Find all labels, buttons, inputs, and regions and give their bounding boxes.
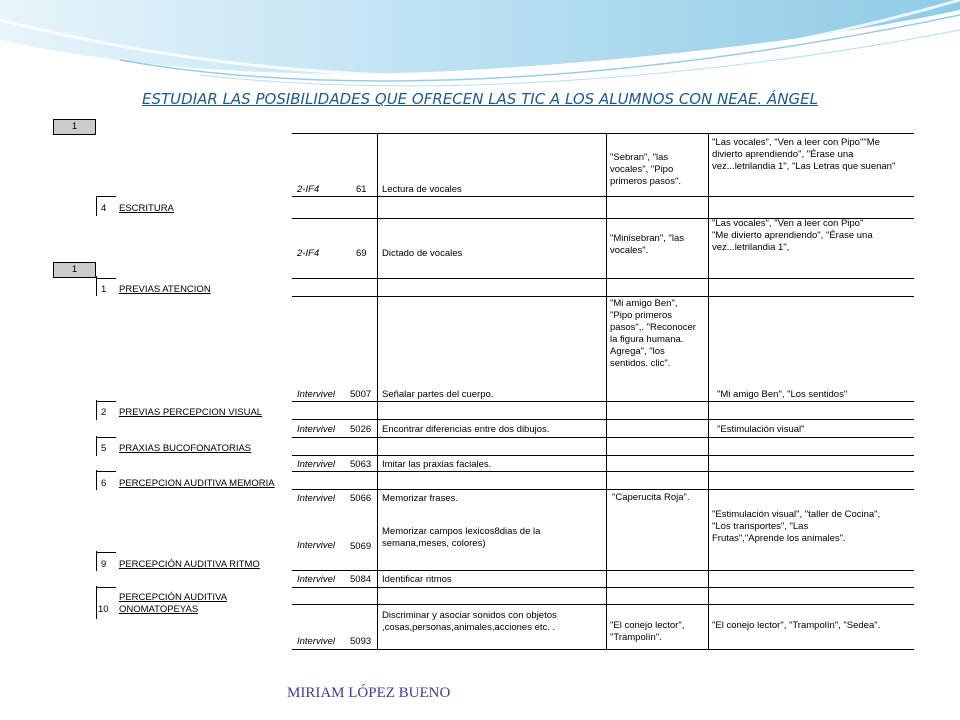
code-cell: 5093 xyxy=(350,636,372,647)
section-box-2: 1 xyxy=(53,262,96,278)
resources-b-cell: "Las vocales", "Ven a leer con Pipo""Me divierto aprendiendo", "Érase una vez...letrilandia 1", "Las Letras que suenan" xyxy=(712,137,896,172)
activity-cell: Discriminar y asociar sonidos con objetos ,cosas,personas,animales,acciones etc. . xyxy=(382,610,557,633)
category-number: 5 xyxy=(101,443,107,454)
level-cell: 2-IF4 xyxy=(297,248,320,259)
category-label-auditiva-ritmo: PERCEPCIÓN AUDITIVA RITMO xyxy=(119,559,260,570)
level-cell: Intervivel xyxy=(297,574,336,585)
category-label-previas-atencion: PREVIAS ATENCION xyxy=(119,284,211,295)
category-label-escritura: ESCRITURA xyxy=(119,203,174,214)
category-number: 4 xyxy=(101,203,107,214)
activity-cell: Dictado de vocales xyxy=(382,248,463,259)
category-number: 10 xyxy=(98,604,109,615)
activity-cell: Memorizar frases. xyxy=(382,493,459,504)
level-cell: Intervivel xyxy=(297,424,336,435)
resources-b-cell: "El conejo lector", "Trampolín", "Sedea". xyxy=(712,620,881,631)
resources-b-cell: "Estimulación visual" xyxy=(717,424,805,435)
category-number: 2 xyxy=(101,407,107,418)
category-label-auditiva-memoria: PERCEPCION AUDITIVA MEMORIA xyxy=(119,478,275,489)
category-label-percepcion-visual: PREVIAS PERCEPCION VISUAL xyxy=(119,407,263,418)
code-cell: 5007 xyxy=(350,389,372,400)
code-cell: 5063 xyxy=(350,459,372,470)
section-box-1: 1 xyxy=(53,119,96,135)
code-cell: 69 xyxy=(356,248,367,259)
code-cell: 5026 xyxy=(350,424,372,435)
resources-b-cell: "Las vocales", "Ven a leer con Pipo" "Me divierto aprendiendo", "Érase una vez...letrilandia 1", xyxy=(712,218,873,253)
resources-a-cell: "Caperucita Roja". xyxy=(612,492,690,503)
resources-b-cell: "Mi amigo Ben", "Los sentidos" xyxy=(717,389,848,400)
activity-cell: Señalar partes del cuerpo. xyxy=(382,389,494,400)
activity-cell: Encontrar diferencias entre dos dibujos. xyxy=(382,424,550,435)
code-cell: 61 xyxy=(356,184,367,195)
category-label-praxias: PRAXIAS BUCOFONATORIAS xyxy=(119,443,252,454)
level-cell: Intervivel xyxy=(297,493,336,504)
activity-cell: Memorizar campos lexicos8dias de la semana,meses, colores) xyxy=(382,526,541,549)
resources-a-cell: "Minisebran", "las vocales". xyxy=(610,233,685,256)
level-cell: Intervivel xyxy=(297,459,336,470)
code-cell: 5069 xyxy=(350,541,372,552)
resources-a-cell: "Sebran", "las vocales", "Pipo primeros pasos". xyxy=(610,152,681,187)
category-number: 6 xyxy=(101,478,107,489)
level-cell: 2-IF4 xyxy=(297,184,320,195)
category-number: 9 xyxy=(101,559,107,570)
slide-title: ESTUDIAR LAS POSIBILIDADES QUE OFRECEN LAS TIC A LOS ALUMNOS CON NEAE. ÁNGEL xyxy=(142,90,818,108)
author-footer: MIRIAM LÓPEZ BUENO xyxy=(287,685,451,701)
category-number: 1 xyxy=(101,284,107,295)
resources-a-cell: "El conejo lector", "Trampolín". xyxy=(610,620,685,643)
resources-a-cell: "Mi amigo Ben", "Pipo primeros pasos",. "Reconocer la figura humana. Agrega", "los sentidos. clic". xyxy=(610,298,696,369)
code-cell: 5066 xyxy=(350,493,372,504)
level-cell: Intervivel xyxy=(297,636,336,647)
activity-cell: Identificar ritmos xyxy=(382,574,452,585)
activity-cell: Lectura de vocales xyxy=(382,184,462,195)
level-cell: Intervivel xyxy=(297,389,336,400)
code-cell: 5084 xyxy=(350,574,372,585)
level-cell: Intervivel xyxy=(297,540,336,551)
category-label-auditiva-onomatopeyas: PERCEPCIÓN AUDITIVA ONOMATOPEYAS xyxy=(119,592,228,615)
resources-b-cell: "Estimulación visual", "taller de Cocina", "Los transportes", "Las Frutas","Aprende los animales". xyxy=(712,509,881,544)
activity-cell: Imitar las praxias faciales. xyxy=(382,459,492,470)
